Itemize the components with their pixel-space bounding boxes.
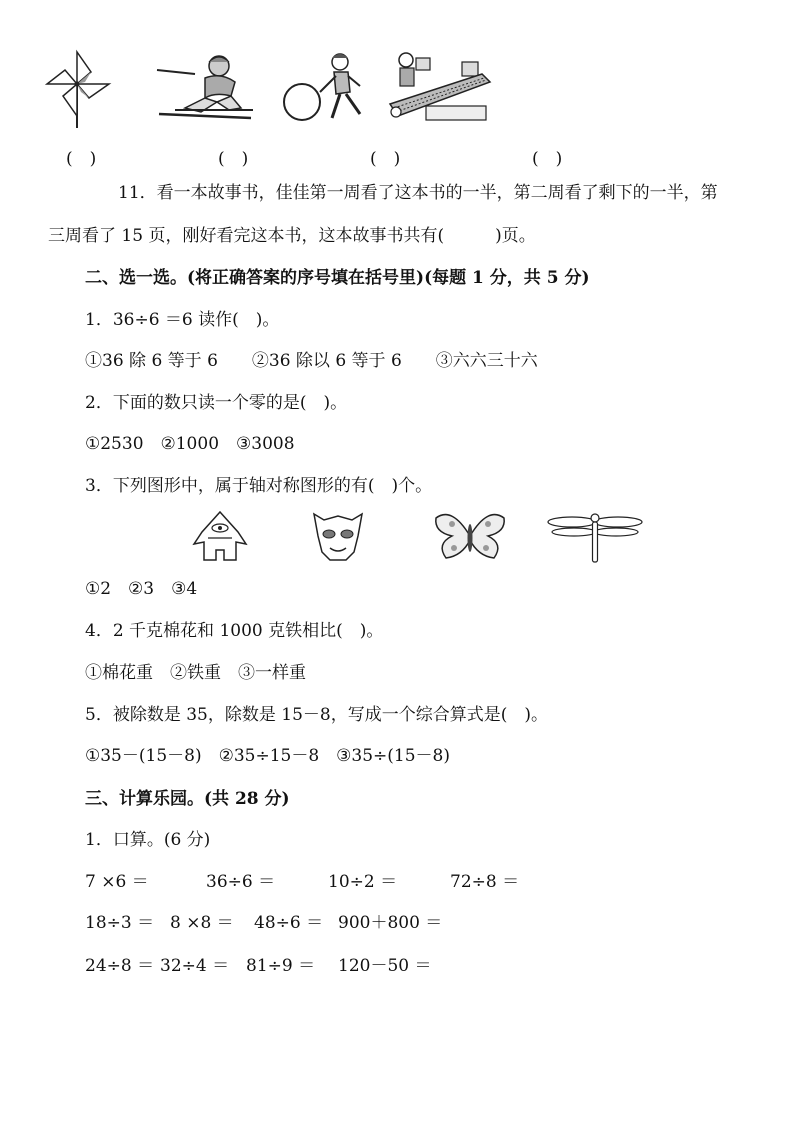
section3-title: 三、计算乐园。(共 28 分) <box>85 789 290 809</box>
conveyor-belt-picture <box>386 44 492 126</box>
calc-r2c4: 900＋800 ＝ <box>338 913 443 933</box>
section2-title: 二、选一选。(将正确答案的序号填在括号里)(每题 1 分，共 5 分) <box>85 268 590 288</box>
picture-answer-3[interactable]: ( ) <box>370 149 401 169</box>
s2-q3-options: ①2 ②3 ③4 <box>85 579 198 599</box>
calc-r3c2: 32÷4 ＝ <box>160 956 230 976</box>
monster-figure <box>190 510 250 562</box>
s2-q4-options: ①棉花重 ②铁重 ③一样重 <box>85 663 306 683</box>
s2-q2-stem: 2．下面的数只读一个零的是( )。 <box>85 393 348 413</box>
s2-q2-options: ①2530 ②1000 ③3008 <box>85 434 295 454</box>
s3-q1-title: 1．口算。(6 分) <box>85 830 211 850</box>
calc-r2c2: 8 ×8 ＝ <box>170 913 234 933</box>
calc-r3c4: 120－50 ＝ <box>338 956 432 976</box>
calc-r2c1: 18÷3 ＝ <box>85 913 155 933</box>
boy-rolling-ball-picture <box>282 52 378 124</box>
s2-q3-stem: 3．下列图形中，属于轴对称图形的有( )个。 <box>85 476 433 496</box>
calc-r3c3: 81÷9 ＝ <box>246 956 316 976</box>
calc-r1c3: 10÷2 ＝ <box>328 872 398 892</box>
q11-line2: 三周看了 15 页，刚好看完这本书，这本故事书共有( )页。 <box>48 226 536 246</box>
calc-r1c4: 72÷8 ＝ <box>450 872 520 892</box>
skier-picture <box>155 52 255 124</box>
picture-answer-1[interactable]: ( ) <box>66 149 97 169</box>
calc-r3c1: 24÷8 ＝ <box>85 956 155 976</box>
s2-q5-options: ①35－(15－8) ②35÷15－8 ③35÷(15－8) <box>85 746 450 766</box>
calc-r1c2: 36÷6 ＝ <box>206 872 276 892</box>
s2-q1-options: ①36 除 6 等于 6 ②36 除以 6 等于 6 ③六六三十六 <box>85 351 538 371</box>
dragonfly-figure <box>546 510 644 564</box>
mask-figure <box>310 510 366 562</box>
calc-r2c3: 48÷6 ＝ <box>254 913 324 933</box>
s2-q5-stem: 5．被除数是 35，除数是 15－8，写成一个综合算式是( )。 <box>85 705 548 725</box>
picture-answer-2[interactable]: ( ) <box>218 149 249 169</box>
butterfly-figure <box>432 510 508 562</box>
picture-answer-4[interactable]: ( ) <box>532 149 563 169</box>
s2-q4-stem: 4．2 千克棉花和 1000 克铁相比( )。 <box>85 621 384 641</box>
s2-q1-stem: 1．36÷6 ＝6 读作( )。 <box>85 310 280 330</box>
pinwheel-picture <box>45 44 115 130</box>
q11-line1: 11．看一本故事书，佳佳第一周看了这本书的一半，第二周看了剩下的一半，第 <box>118 183 718 203</box>
calc-r1c1: 7 ×6 ＝ <box>85 872 149 892</box>
